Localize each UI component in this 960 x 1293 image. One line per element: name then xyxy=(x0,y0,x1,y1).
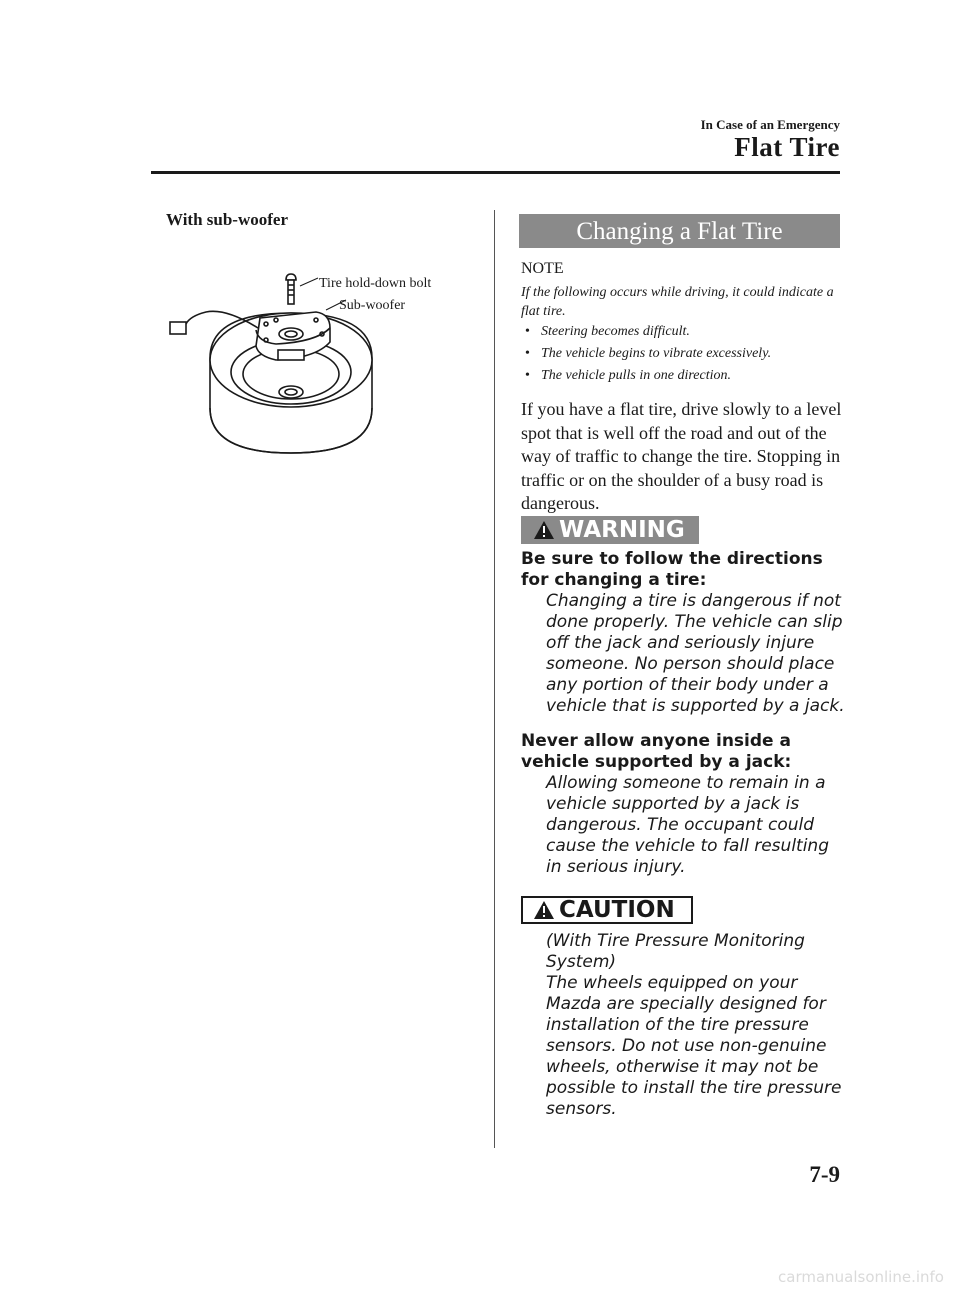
warning-triangle-icon xyxy=(533,520,555,540)
caution-triangle-icon xyxy=(533,900,555,920)
list-item: • The vehicle pulls in one direction. xyxy=(521,365,841,387)
watermark-url: carmanualsonline.info xyxy=(778,1268,944,1286)
note-text: If the following occurs while driving, it could indicate a flat tire. xyxy=(521,285,834,319)
note-label: NOTE xyxy=(521,260,564,277)
warning-item-title: Never allow anyone inside a vehicle supported by a jack: xyxy=(521,731,792,772)
body-paragraph: If you have a flat tire, drive slowly to a level spot that is well off the road and out of the way of traffic to change the tire. Stopping in traffic or on the shoulder of a busy road is dangerous. xyxy=(521,399,842,513)
warning-item-title: Be sure to follow the directions for changing a tire: xyxy=(521,549,823,590)
caution-label: CAUTION xyxy=(559,897,675,923)
warning-badge xyxy=(521,516,699,544)
warning-label: WARNING xyxy=(559,517,685,543)
section-label: In Case of an Emergency xyxy=(700,117,840,132)
label-tire-hold-down-bolt: Tire hold-down bolt xyxy=(319,276,432,291)
warning-item-detail: Allowing someone to remain in a vehicle supported by a jack is dangerous. The occupant could cause the vehicle to fall resulting in serious injury. xyxy=(546,773,829,877)
figure-heading: With sub-woofer xyxy=(166,210,288,229)
caution-subtitle: (With Tire Pressure Monitoring System) xyxy=(546,931,805,972)
header-rule xyxy=(151,171,840,174)
list-item: • Steering becomes difficult. xyxy=(521,321,841,343)
page-number: 7-9 xyxy=(809,1162,840,1187)
section-title-banner: Changing a Flat Tire xyxy=(519,214,840,248)
label-sub-woofer: Sub-woofer xyxy=(339,298,406,313)
caution-text: The wheels equipped on your Mazda are specially designed for installation of the tire pressure sensors. Do not use non-genuine wheels, otherwise it may not be possible to install the tire pressure sensors. xyxy=(546,973,842,1119)
caution-badge xyxy=(521,896,693,924)
column-divider xyxy=(494,210,495,1148)
caution-body xyxy=(546,931,846,1120)
subwoofer-illustration xyxy=(166,268,466,458)
warning-item xyxy=(521,731,846,878)
warning-item xyxy=(521,549,846,717)
chapter-title: Flat Tire xyxy=(734,132,840,162)
warning-item-detail: Changing a tire is dangerous if not done properly. The vehicle can slip off the jack and seriously injure someone. No person should place any portion of their body under a vehicle that is supported by a jack. xyxy=(546,591,845,716)
symptom-list xyxy=(521,321,841,387)
list-item: • The vehicle begins to vibrate excessively. xyxy=(521,343,841,365)
